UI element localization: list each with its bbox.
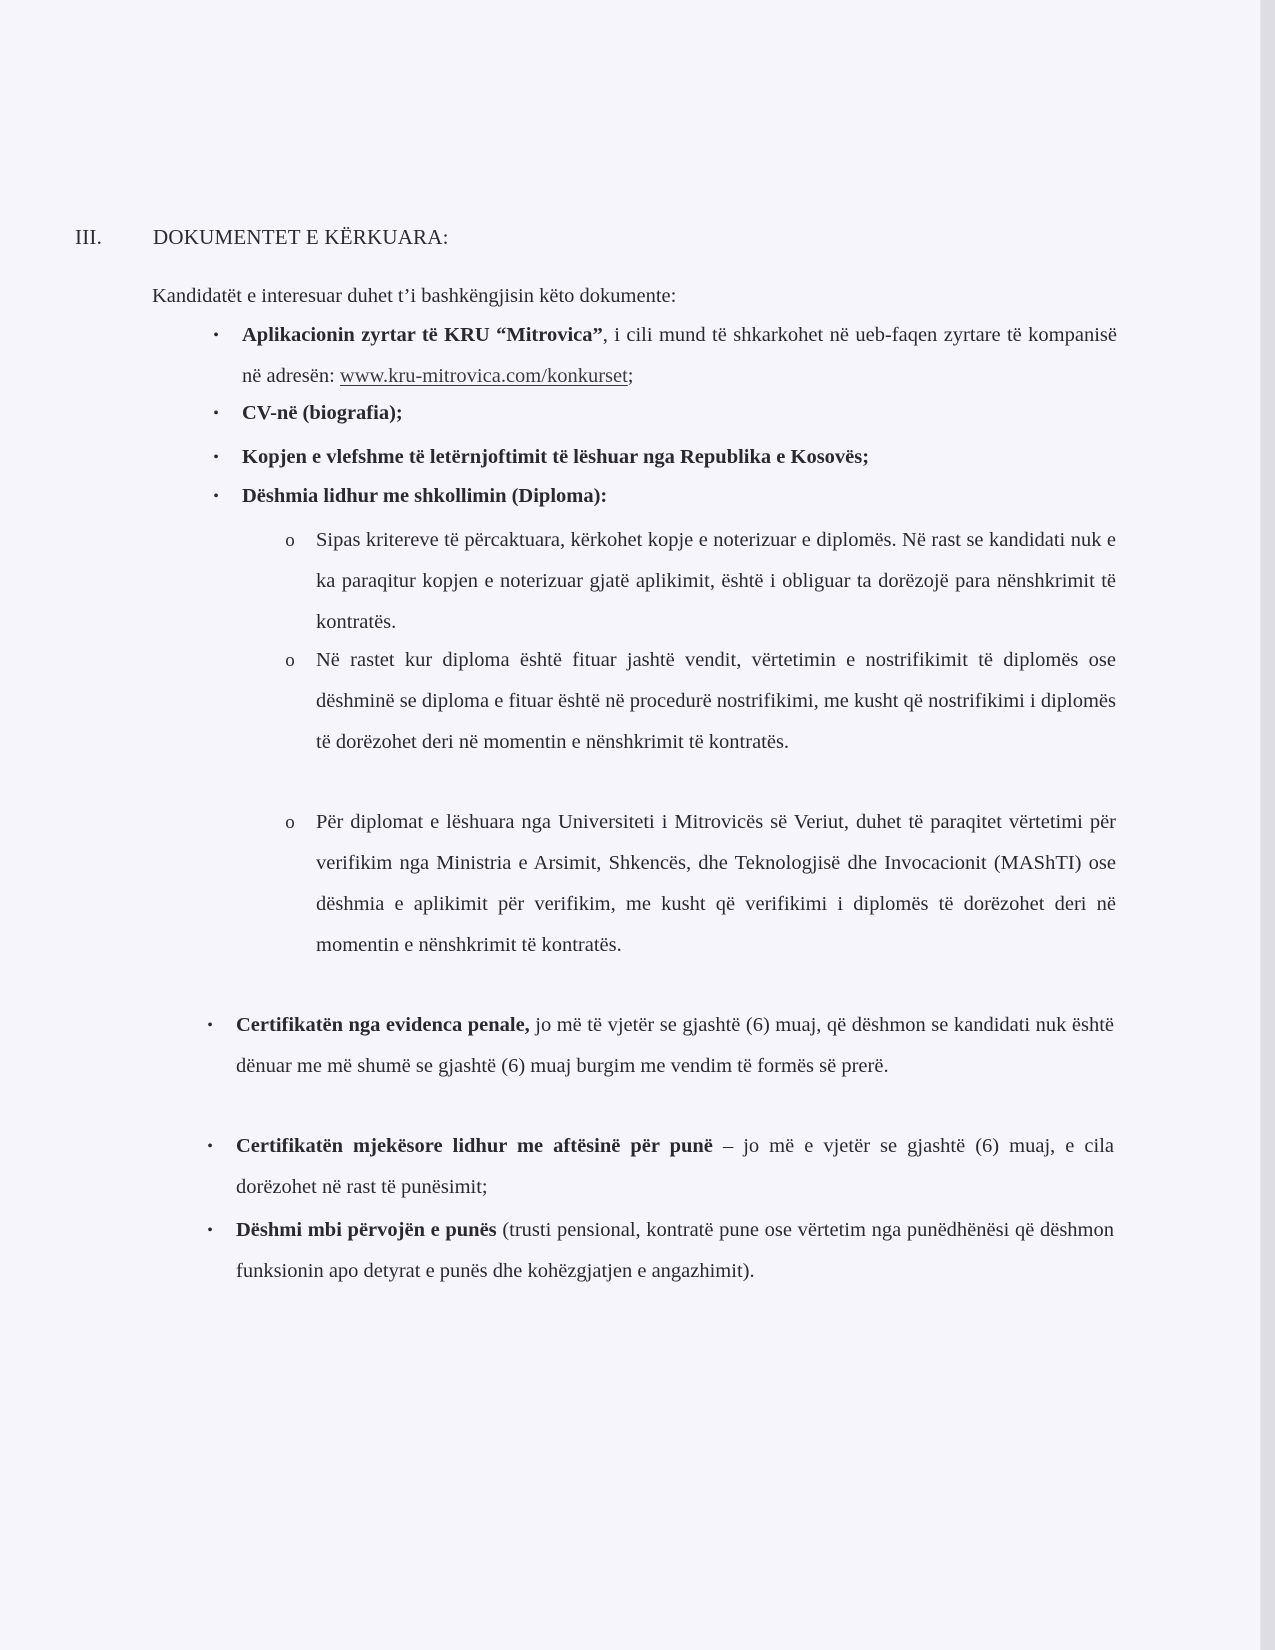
sub-item-text: Në rastet kur diploma është fituar jashtë vendit, vërtetimin e nostrifikimit të diplomës ose dëshminë se diploma e fituar është në procedurë nostrifikimi, me kusht që nostrifikimi i diplomës të dorëzohet deri në momentin e nënshkrimit të kontratës. [316, 649, 1116, 753]
item-bold-text: Dëshmi mbi përvojën e punës [236, 1219, 497, 1241]
bullet-icon: • [213, 449, 219, 466]
item-bold-text: Dëshmia lidhur me shkollimin (Diploma): [242, 485, 608, 507]
item-text: jo më të vjetër se gjashtë (6) muaj, që dëshmon se kandidati nuk është dënuar me më shumë se gjashtë (6) muaj burgim me vendim të formës së prerë. [236, 1014, 1114, 1077]
sub-bullet-icon: o [285, 650, 295, 671]
sub-item-notarized-copy [285, 520, 1116, 643]
section-title: DOKUMENTET E KËRKUARA: [153, 225, 449, 249]
sub-item-text: Për diplomat e lëshuara nga Universiteti i Mitrovicës së Veriut, duhet të paraqitet vërtetimi për verifikim nga Ministria e Arsimit, Shkencës, dhe Teknologjisë dhe Invocacionit (MAShTI) ose dëshmia e aplikimit për verifikim, me kusht që verifikimi i diplomës të dorëzohet deri në momentin e nënshkrimit të kontratës. [316, 811, 1116, 956]
sub-bullet-icon: o [285, 812, 295, 833]
list-item-diploma [213, 476, 1117, 517]
bullet-icon: • [213, 488, 219, 505]
sub-item-nostrification [285, 640, 1116, 763]
konkurset-link[interactable]: www.kru-mitrovica.com/konkurset [339, 365, 628, 387]
sub-item-verification [285, 802, 1116, 966]
list-item-application-form: • Aplikacionin zyrtar të KRU “Mitrovica”, i cili mund të shkarkohet në ueb-faqen zyrtare të kompanisë në adresën: www.kru-mitrovica.com/konkurset; [242, 315, 1117, 397]
list-item-work-experience [207, 1210, 1114, 1292]
item-text: – jo më e vjetër se gjashtë (6) muaj, e cila dorëzohet në rast të punësimit; [236, 1135, 1114, 1198]
list-item-cv [213, 393, 1117, 434]
item-bold-text: CV-në (biografia); [242, 402, 403, 424]
intro-text: Kandidatët e interesuar duhet t’i bashkëngjisin këto dokumente: [152, 285, 677, 307]
bullet-icon: • [207, 1222, 213, 1239]
item-text: , i cili mund të shkarkohet në ueb-faqen zyrtare të kompanisë në adresën: [242, 324, 1117, 387]
item-bold-text: Kopjen e vlefshme të letërnjoftimit të lëshuar nga Republika e Kosovës; [242, 446, 870, 468]
item-bold-text: Certifikatën mjekësore lidhur me aftësinë për punë [236, 1135, 713, 1157]
item-bold-text: Aplikacionin zyrtar të KRU “Mitrovica” [242, 324, 603, 346]
bullet-icon: • [207, 1138, 213, 1155]
list-item-criminal-record [207, 1005, 1114, 1087]
list-item-medical-certificate [207, 1126, 1114, 1208]
sub-bullet-icon: o [285, 530, 295, 551]
section-heading [75, 225, 449, 250]
bullet-icon: • [213, 405, 219, 422]
section-number: III. [75, 225, 103, 249]
item-text: (trusti pensional, kontratë pune ose vërtetim nga punëdhënësi që dëshmon funksionin apo detyrat e punës dhe kohëzgjatjen e angazhimit). [236, 1219, 1114, 1282]
bullet-icon: • [213, 327, 219, 344]
item-bold-text: Certifikatën nga evidenca penale, [236, 1014, 530, 1036]
list-item-id-copy [213, 437, 1117, 478]
bullet-icon: • [207, 1017, 213, 1034]
sub-item-text: Sipas kritereve të përcaktuara, kërkohet kopje e noterizuar e diplomës. Në rast se kandidati nuk e ka paraqitur kopjen e noterizuar gjatë aplikimit, është i obliguar ta dorëzojë para nënshkrimit të kontratës. [316, 529, 1116, 633]
